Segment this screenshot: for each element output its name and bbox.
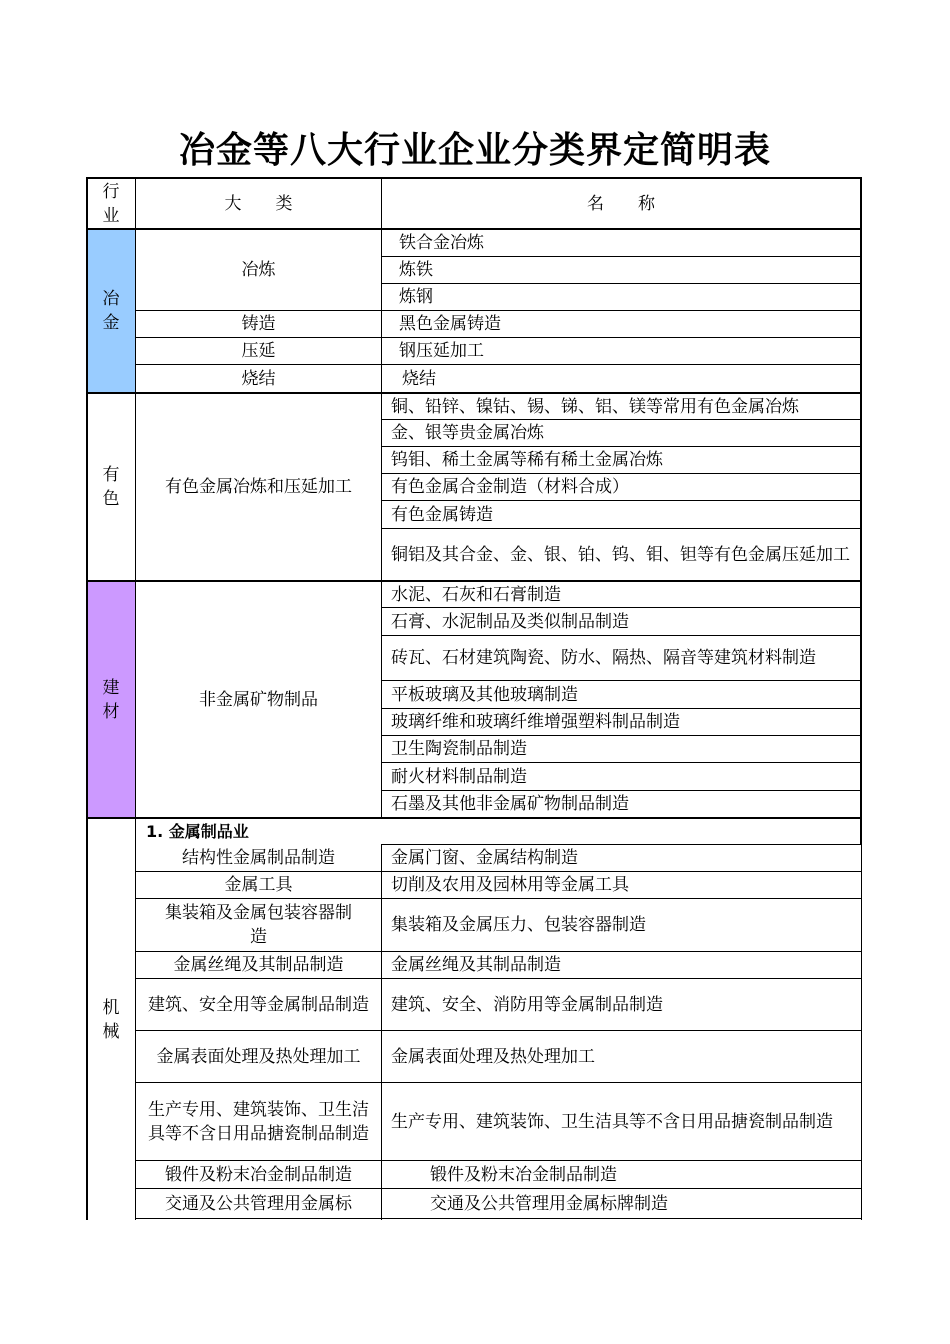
table-right-border	[860, 177, 862, 845]
name-cell: 金、银等贵金属冶炼	[391, 423, 544, 443]
name-cell: 钨钼、稀土金属等稀有稀土金属冶炼	[391, 450, 663, 470]
machinery-right-border	[861, 845, 862, 1220]
name-cell: 铁合金冶炼	[399, 233, 484, 253]
page-title: 冶金等八大行业企业分类界定简明表	[178, 130, 771, 171]
category-rolling: 压延	[241, 341, 276, 361]
name-cell: 炼钢	[399, 287, 433, 307]
name-cell: 烧结	[402, 368, 436, 389]
name-cell: 有色金属铸造	[391, 504, 493, 525]
name-cell: 集装箱及金属压力、包装容器制造	[391, 915, 646, 935]
name-cell: 炼铁	[399, 260, 433, 280]
name-cell: 锻件及粉末冶金制品制造	[430, 1164, 617, 1185]
category-casting: 铸造	[241, 314, 276, 334]
name-cell: 砖瓦、石材建筑陶瓷、防水、隔热、隔音等建筑材料制造	[391, 648, 816, 668]
category-cell: 建筑、安全用等金属制品制造	[148, 994, 369, 1015]
name-cell: 石膏、水泥制品及类似制品制造	[391, 611, 629, 632]
category-cell: 交通及公共管理用金属标	[165, 1193, 352, 1214]
name-cell: 铜、铅锌、镍钴、锡、锑、铝、镁等常用有色金属冶炼	[391, 396, 799, 417]
name-cell: 耐火材料制品制造	[391, 766, 527, 787]
name-cell: 建筑、安全、消防用等金属制品制造	[391, 994, 663, 1015]
name-cell: 铜铝及其合金、金、银、铂、钨、钼、钽等有色金属压延加工	[391, 544, 850, 565]
section-title: 1. 金属制品业	[146, 821, 249, 841]
name-cell: 钢压延加工	[399, 341, 484, 361]
category-cell: 集装箱及金属包装容器制造	[165, 903, 352, 947]
name-cell: 切削及农用及园林用等金属工具	[391, 875, 629, 895]
category-cell: 金属丝绳及其制品制造	[173, 955, 344, 975]
name-cell: 生产专用、建筑装饰、卫生洁具等不含日用品搪瓷制品制造	[391, 1111, 833, 1132]
name-cell: 卫生陶瓷制品制造	[391, 739, 527, 759]
name-cell: 金属表面处理及热处理加工	[391, 1046, 595, 1067]
category-building: 非金属矿物制品	[199, 689, 318, 710]
header-industry: 行业	[102, 181, 120, 226]
name-cell: 玻璃纤维和玻璃纤维增强塑料制品制造	[391, 712, 680, 732]
name-cell: 有色金属合金制造（材料合成）	[391, 477, 629, 497]
industry-building: 建材	[102, 677, 120, 722]
category-cell: 锻件及粉末冶金制品制造	[165, 1164, 352, 1185]
category-cell: 生产专用、建筑装饰、卫生洁具等不含日用品搪瓷制品制造	[148, 1099, 369, 1144]
name-cell: 平板玻璃及其他玻璃制造	[391, 684, 578, 705]
name-cell: 金属门窗、金属结构制造	[391, 848, 578, 868]
category-smelting: 冶炼	[241, 260, 276, 280]
name-cell: 金属丝绳及其制品制造	[391, 955, 561, 975]
name-cell: 黑色金属铸造	[399, 314, 501, 334]
row-line	[135, 1218, 861, 1219]
name-cell: 水泥、石灰和石膏制造	[391, 584, 561, 605]
category-nonferrous: 有色金属冶炼和压延加工	[165, 477, 352, 497]
category-sintering: 烧结	[241, 368, 276, 389]
category-cell: 结构性金属制品制造	[182, 848, 335, 868]
name-cell: 石墨及其他非金属矿物制品制造	[391, 794, 629, 814]
header-category: 大 类	[224, 193, 293, 214]
category-cell: 金属工具	[224, 875, 293, 895]
name-cell: 交通及公共管理用金属标牌制造	[430, 1193, 668, 1214]
industry-machinery: 机械	[102, 997, 120, 1042]
industry-nonferrous: 有色	[102, 465, 120, 509]
category-cell: 金属表面处理及热处理加工	[156, 1046, 361, 1067]
industry-metallurgy: 冶金	[102, 289, 120, 333]
header-name: 名 称	[587, 193, 655, 214]
